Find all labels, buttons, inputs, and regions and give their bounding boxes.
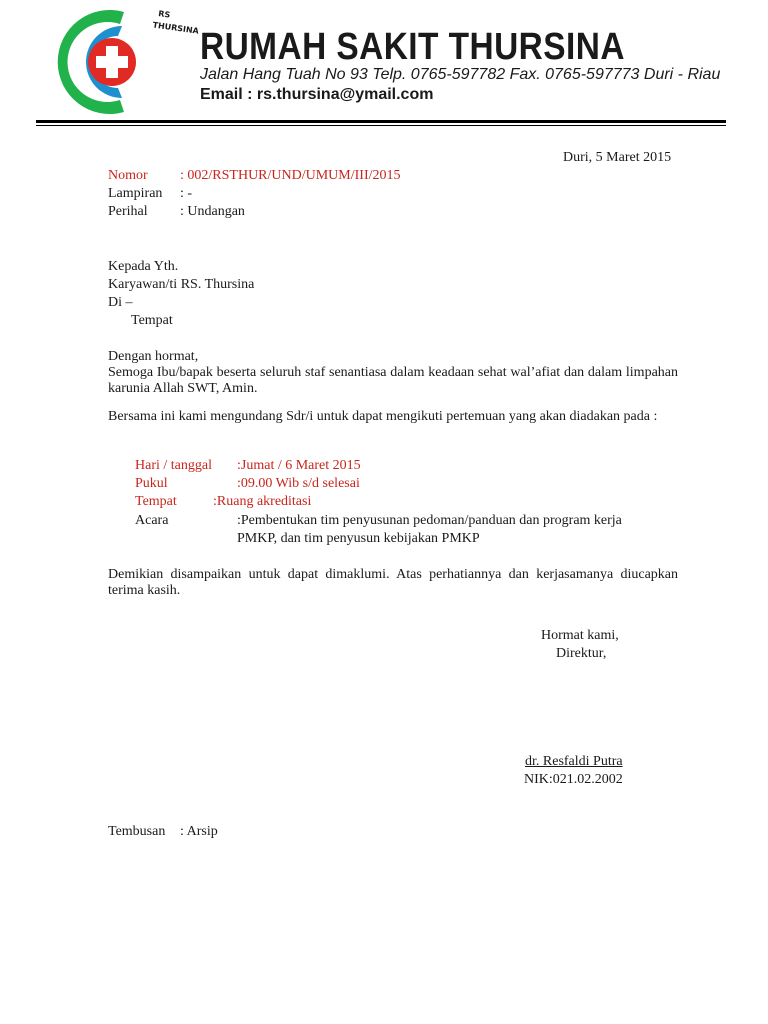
meta-value-perihal: : Undangan — [180, 204, 245, 219]
letter-date: Duri, 5 Maret 2015 — [563, 150, 672, 165]
signature-nik: NIK:021.02.2002 — [524, 772, 623, 787]
logo-cross-horizontal — [96, 56, 128, 68]
recipient-line-1: Kepada Yth. — [108, 259, 179, 274]
hospital-email: Email : rs.thursina@ymail.com — [200, 86, 434, 103]
letterhead-rule-thin — [36, 125, 726, 126]
cc-label: Tembusan — [108, 824, 166, 839]
meta-label-nomor: Nomor — [108, 168, 148, 183]
recipient-line-3: Di – — [108, 295, 133, 310]
meta-value-nomor: : 002/RSTHUR/UND/UMUM/III/2015 — [180, 168, 401, 183]
hospital-logo — [40, 8, 200, 116]
meta-value-lampiran: : - — [180, 186, 193, 201]
event-agenda-label: Acara — [135, 513, 169, 528]
meta-label-lampiran: Lampiran — [108, 186, 163, 201]
event-agenda-value-1: :Pembentukan tim penyusunan pedoman/panduan dan program kerja — [237, 513, 622, 528]
signature-salutation: Hormat kami, — [541, 628, 619, 643]
hospital-name: RUMAH SAKIT THURSINA — [200, 26, 625, 68]
recipient-line-4: Tempat — [131, 313, 173, 328]
event-day-label: Hari / tanggal — [135, 458, 212, 473]
event-day-value: :Jumat / 6 Maret 2015 — [237, 458, 361, 473]
paragraph-wishes: Semoga Ibu/bapak beserta seluruh staf senantiasa dalam keadaan sehat wal’afiat dan dalam limpahan karunia Allah SWT, Amin. — [108, 365, 678, 396]
event-time-label: Pukul — [135, 476, 168, 491]
greeting: Dengan hormat, — [108, 349, 199, 364]
event-place-label: Tempat — [135, 494, 177, 509]
hospital-address: Jalan Hang Tuah No 93 Telp. 0765-597782 Fax. 0765-597773 Duri - Riau — [200, 66, 721, 83]
cc-value: : Arsip — [180, 824, 218, 839]
meta-label-perihal: Perihal — [108, 204, 148, 219]
event-agenda-value-2: PMKP, dan tim penyusun kebijakan PMKP — [237, 531, 480, 546]
paragraph-closing: Demikian disampaikan untuk dapat dimaklumi. Atas perhatiannya dan kerjasamanya diucapkan terima kasih. — [108, 567, 678, 598]
signature-position: Direktur, — [556, 646, 607, 661]
signature-name: dr. Resfaldi Putra — [525, 754, 623, 769]
paragraph-invitation: Bersama ini kami mengundang Sdr/i untuk dapat mengikuti pertemuan yang akan diadakan pada : — [108, 409, 658, 424]
logo-lettering — [152, 9, 202, 36]
svg-text:RS: RS — [157, 9, 171, 20]
letterhead-rule-thick — [36, 120, 726, 123]
svg-text:THURSINA: THURSINA — [152, 20, 200, 36]
recipient-line-2: Karyawan/ti RS. Thursina — [108, 277, 255, 292]
event-time-value: :09.00 Wib s/d selesai — [237, 476, 360, 491]
event-place-value: :Ruang akreditasi — [213, 494, 312, 509]
